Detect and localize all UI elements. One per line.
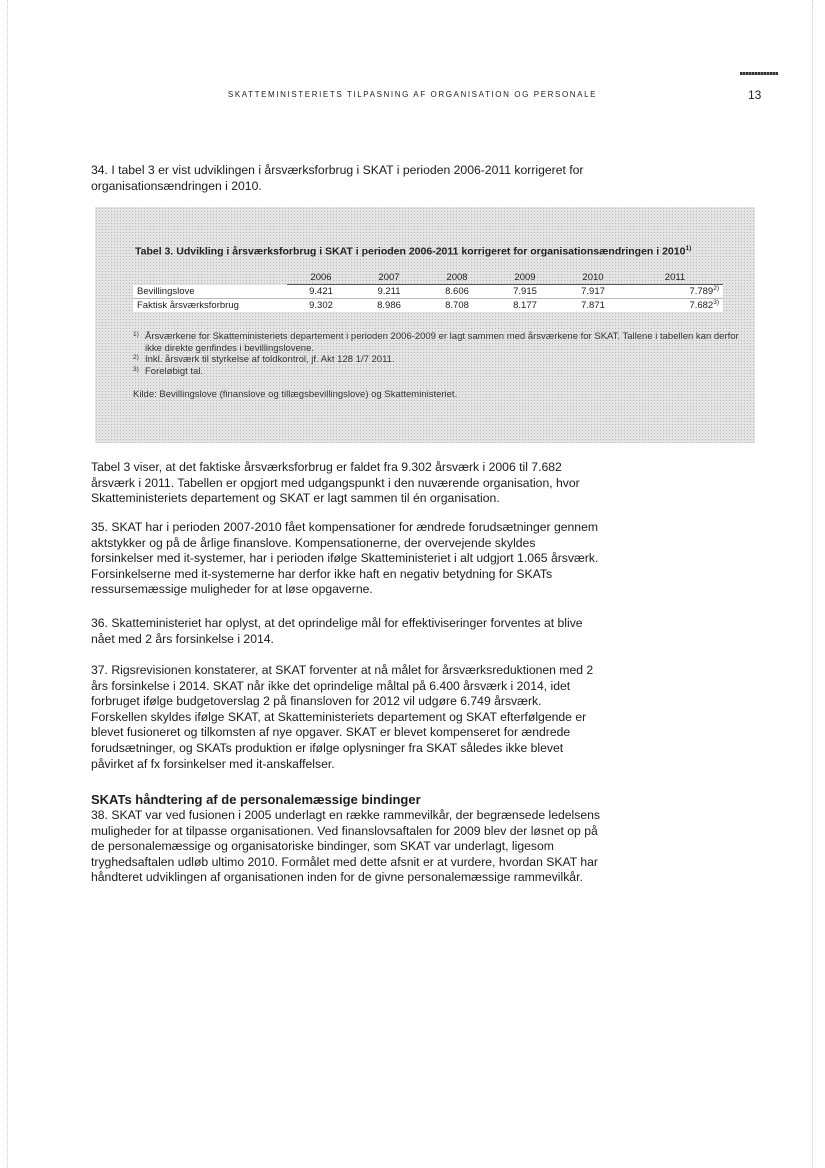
table-cell: 9.211	[355, 285, 423, 299]
table-row	[133, 285, 723, 299]
table-cell: 7.871	[581, 300, 605, 311]
row-label: Faktisk årsværksforbrug	[137, 300, 239, 311]
table-cell: 9.421	[287, 285, 355, 299]
right-margin-line	[812, 0, 813, 1168]
page-number: 13	[748, 88, 762, 102]
paragraph-38: 38. SKAT var ved fusionen i 2005 underlagt en række rammevilkår, der begrænsede ledelsens muligheder for at tilpasse organisationen. Ved finanslovsaftalen for 2009 blev der løsnet op på de personalemæssige og organisatoriske bindinger, som SKAT var underlagt, ligesom tryghedsaftalen udløb ultimo 2010. Formålet med dette afsnit er at vurdere, hvordan SKAT har håndteret udviklingen af organisationen inden for de givne personalemæssige rammevilkår.	[91, 808, 600, 885]
table-note	[133, 354, 755, 366]
year-header: 2010	[559, 271, 627, 285]
note-mark: 1)	[133, 331, 139, 338]
table-cell-value: 7.682	[689, 300, 714, 312]
table-cell: 7.915	[491, 285, 559, 299]
cell-note-mark: 2)	[713, 285, 719, 293]
table-note	[133, 331, 755, 354]
header-empty	[133, 271, 287, 285]
table-notes	[133, 331, 755, 377]
page-mark	[740, 72, 778, 75]
year-header: 2006	[287, 271, 355, 285]
table-cell: 8.708	[445, 300, 469, 311]
note-mark: 2)	[133, 354, 139, 361]
table-row	[133, 299, 723, 313]
table-cell: 8.606	[423, 285, 491, 299]
note-text: Foreløbigt tal.	[145, 365, 204, 377]
table-caption	[135, 245, 691, 258]
note-text: Årsværkene for Skatteministeriets departement i perioden 2006-2009 er lagt sammen med årsværkene for SKAT. Tallene i tabellen kan derfor ikke direkte genfindes i bevillingslovene.	[145, 331, 739, 354]
table-cell-value: 7.789	[689, 286, 714, 298]
table-3	[95, 207, 755, 443]
year-header: 2011	[627, 271, 723, 285]
table-cell: 8.986	[377, 300, 401, 311]
year-header: 2009	[491, 271, 559, 285]
note-mark: 3)	[133, 365, 139, 373]
table-cell: 9.302	[309, 300, 333, 311]
table-source: Kilde: Bevillingslove (finanslove og tillægsbevillingslove) og Skatteministeriet.	[133, 389, 458, 400]
table-cell: 7.917	[559, 285, 627, 299]
table-cell-last	[627, 299, 723, 313]
paragraph-37: 37. Rigsrevisionen konstaterer, at SKAT forventer at nå målet for årsværksreduktionen med 2 års forsinkelse i 2014. SKAT når ikke det oprindelige måltal på 6.400 årsværk i 2014, idet forbruget ifølge budgetoverslag 2 på finansloven for 2012 vil udgøre 6.749 årsværk. Forskellen skyldes ifølge SKAT, at Skatteministeriets departement og SKAT efterfølgende er blevet fusioneret og tilkomsten af nye opgaver. SKAT er blevet kompenseret for ændrede forudsætninger, og SKATs produktion er ifølge oplysninger fra SKAT således ikke blevet påvirket af fx forsinkelser med it-anskaffelser.	[91, 663, 594, 771]
table-header-row	[133, 271, 723, 285]
paragraph-34: 34. I tabel 3 er vist udviklingen i årsværksforbrug i SKAT i perioden 2006-2011 korrigeret for organisationsændringen i 2010.	[91, 163, 584, 193]
paragraph-36: 36. Skatteministeriet har oplyst, at det oprindelige mål for effektiviseringer forventes at blive nået med 2 års forsinkelse i 2014.	[91, 616, 583, 646]
row-label: Bevillingslove	[133, 285, 287, 299]
table-note	[133, 366, 755, 378]
caption-note-mark: 1)	[685, 245, 692, 252]
cell-note-mark: 3)	[713, 299, 719, 307]
year-header: 2007	[355, 271, 423, 285]
table-cell: 8.177	[513, 300, 537, 311]
table-caption-text: Tabel 3. Udvikling i årsværksforbrug i SKAT i perioden 2006-2011 korrigeret for organisationsændringen i 2010	[135, 245, 686, 258]
paragraph-35: 35. SKAT har i perioden 2007-2010 fået kompensationer for ændrede forudsætninger gennem aktstykker og på de årlige finanslove. Kompensationerne, der overvejende skyldes forsinkelser med it-systemer, har i perioden ifølge Skatteministeriet i alt udgjort 1.065 årsværk. Forsinkelserne med it-systemerne har derfor ikke haft en negativ betydning for SKATs ressursemæssige muligheder for at løse opgaverne.	[91, 520, 599, 597]
left-margin-line	[7, 0, 8, 1168]
year-header: 2008	[423, 271, 491, 285]
paragraph-table-summary: Tabel 3 viser, at det faktiske årsværksforbrug er faldet fra 9.302 årsværk i 2006 til 7.682 årsværk i 2011. Tabellen er opgjort med udgangspunkt i den nuværende organisation, hvor Skatteministeriets departement og SKAT er lagt sammen til én organisation.	[91, 460, 580, 506]
table-cell-last	[627, 285, 723, 299]
running-header: SKATTEMINISTERIETS TILPASNING AF ORGANISATION OG PERSONALE	[227, 90, 598, 99]
data-table	[133, 271, 723, 312]
note-text: Inkl. årsværk til styrkelse af toldkontrol, jf. Akt 128 1/7 2011.	[145, 354, 395, 365]
section-heading: SKATs håndtering af de personalemæssige bindinger	[91, 792, 421, 807]
